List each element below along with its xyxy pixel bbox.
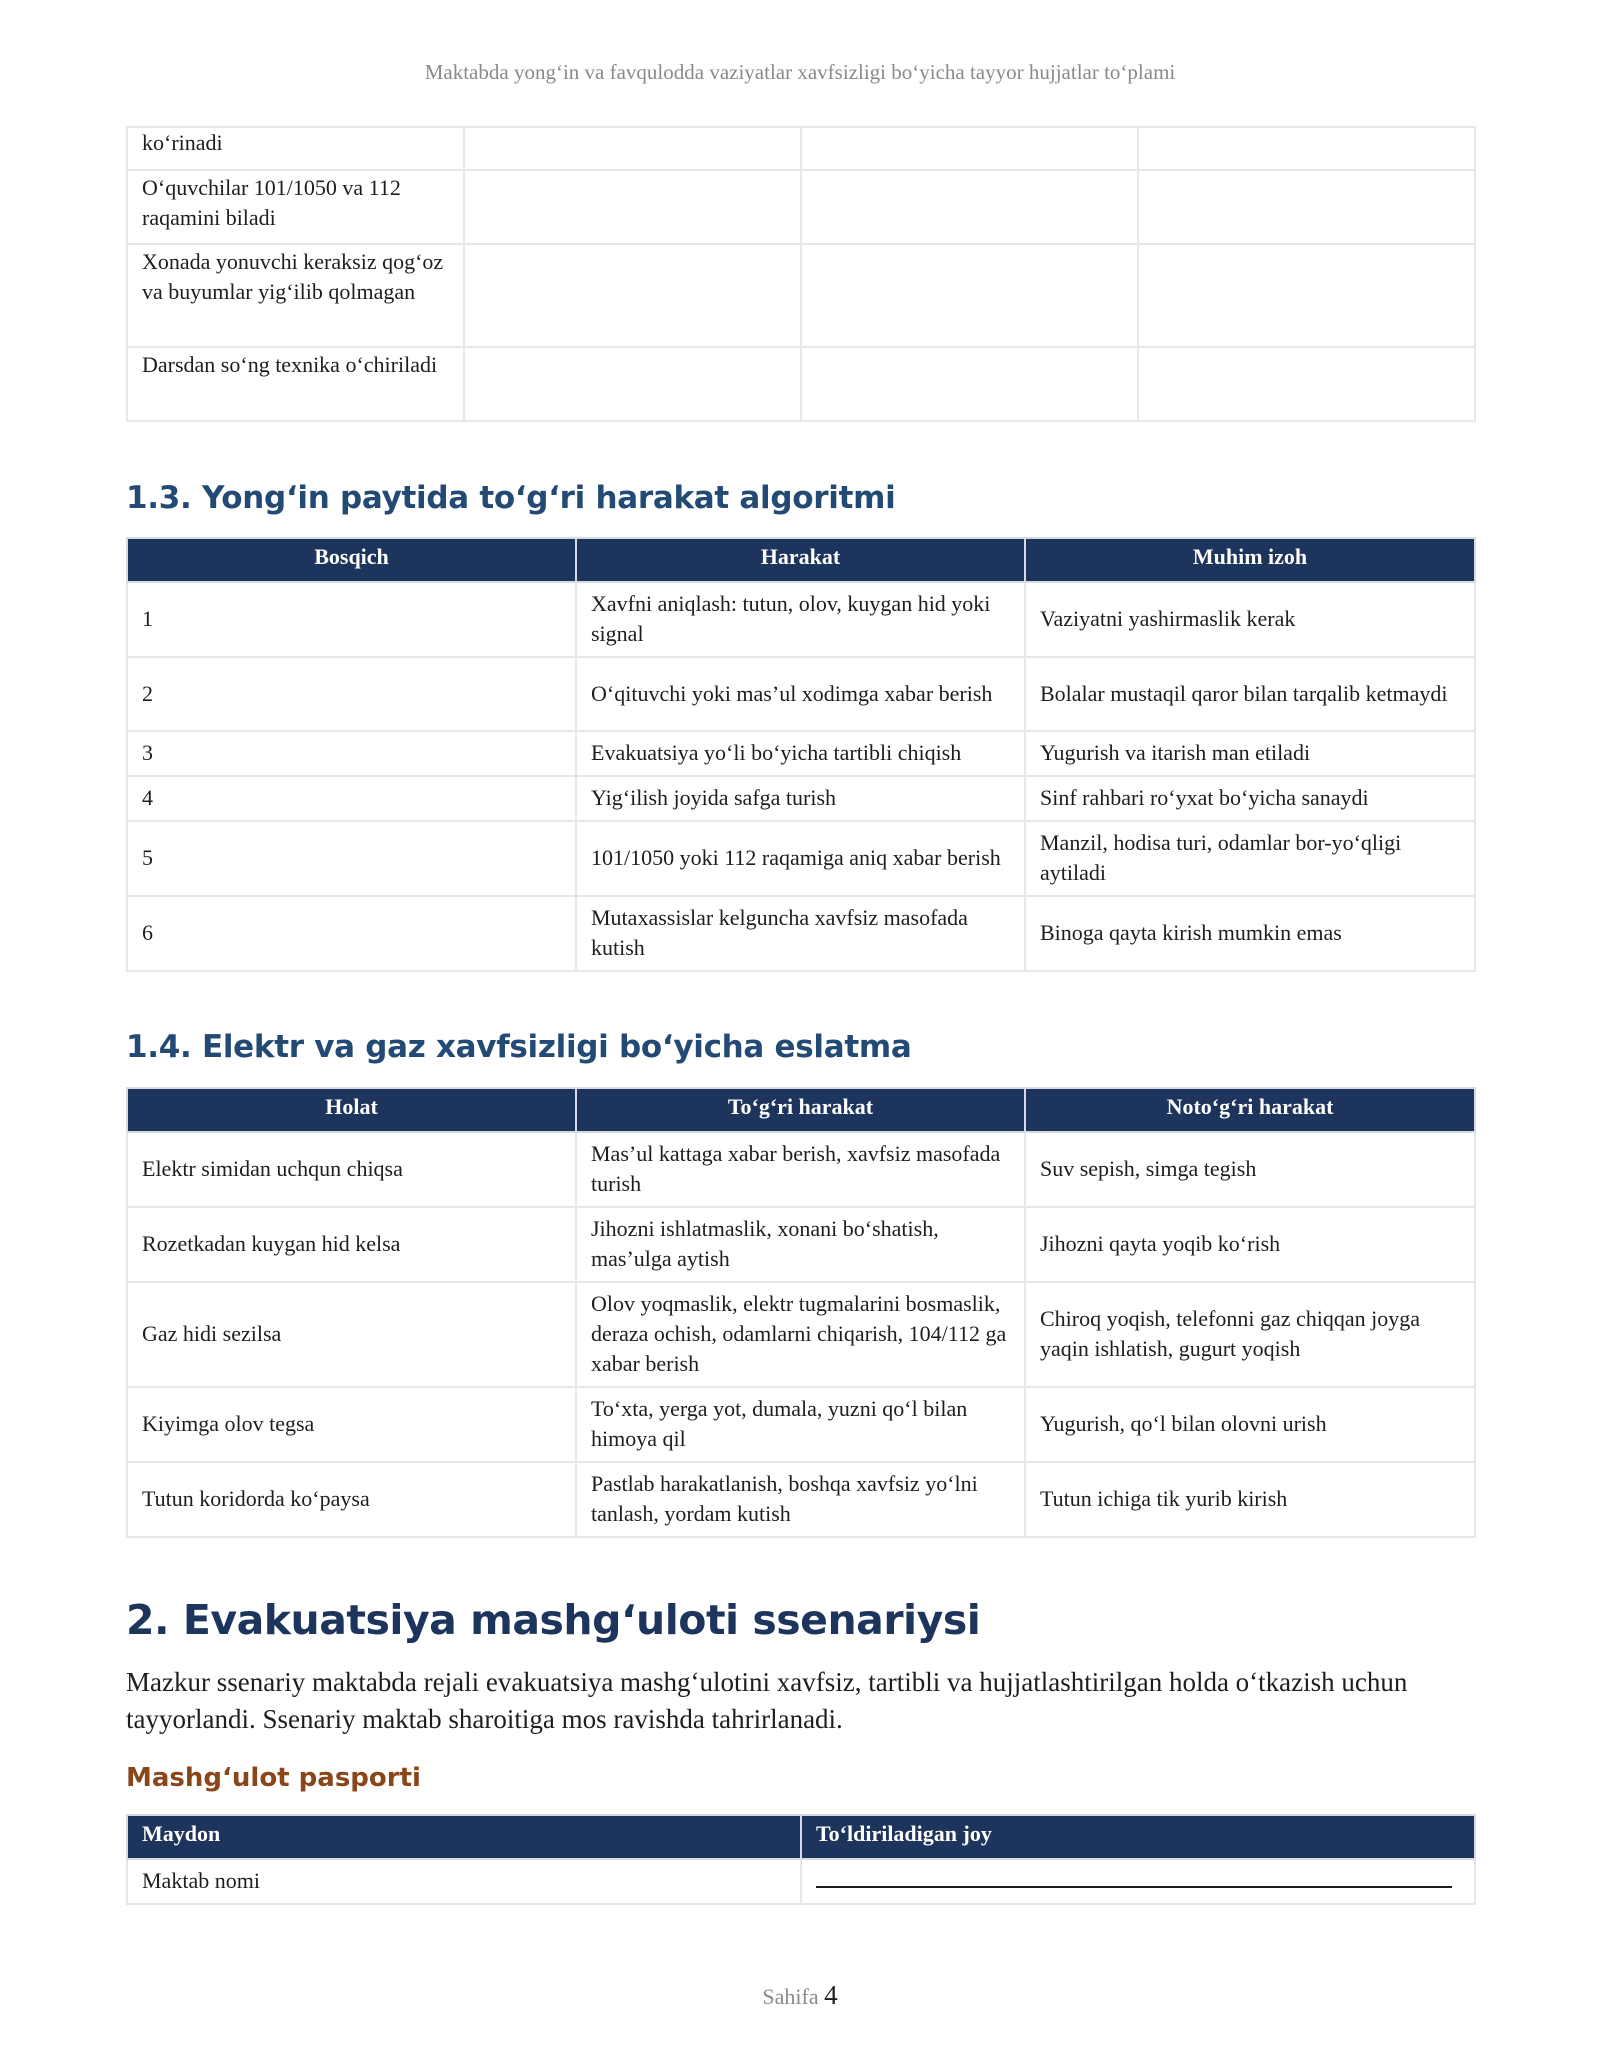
note-cell: Binoga qayta kirish mumkin emas (1025, 896, 1475, 971)
section-heading-2: 2. Evakuatsiya mashg‘uloti ssenariysi (126, 1596, 981, 1644)
checklist-table (126, 126, 1476, 422)
table-row (127, 776, 1475, 821)
table-row (127, 821, 1475, 896)
table-header-row (127, 1088, 1475, 1132)
empty-cell (801, 244, 1138, 347)
column-header: Maydon (127, 1815, 801, 1859)
step-cell: 4 (127, 776, 576, 821)
action-cell: O‘qituvchi yoki mas’ul xodimga xabar berish (576, 657, 1025, 731)
step-cell: 2 (127, 657, 576, 731)
page-label: Sahifa (762, 1984, 819, 2009)
column-header: Holat (127, 1088, 576, 1132)
empty-cell (1138, 170, 1475, 244)
action-cell: Yig‘ilish joyida safga turish (576, 776, 1025, 821)
correct-action-cell: Mas’ul kattaga xabar berish, xavfsiz masofada turish (576, 1132, 1025, 1207)
wrong-action-cell: Chiroq yoqish, telefonni gaz chiqqan joyga yaqin ishlatish, gugurt yoqish (1025, 1282, 1475, 1387)
table-row (127, 582, 1475, 657)
table-row (127, 896, 1475, 971)
note-cell: Sinf rahbari ro‘yxat bo‘yicha sanaydi (1025, 776, 1475, 821)
wrong-action-cell: Tutun ichiga tik yurib kirish (1025, 1462, 1475, 1537)
table-row (127, 170, 1475, 244)
page-footer (0, 1980, 1600, 2011)
table-row (127, 731, 1475, 776)
table-row (127, 127, 1475, 170)
correct-action-cell: Olov yoqmaslik, elektr tugmalarini bosmaslik, deraza ochish, odamlarni chiqarish, 104/112 ga xabar berish (576, 1282, 1025, 1387)
empty-cell (1138, 347, 1475, 421)
running-header: Maktabda yong‘in va favqulodda vaziyatlar xavfsizligi bo‘yicha tayyor hujjatlar to‘plami (424, 60, 1176, 84)
step-cell: 5 (127, 821, 576, 896)
empty-cell (1138, 127, 1475, 170)
table-header-row (127, 538, 1475, 582)
fill-in-line[interactable] (816, 1869, 1452, 1888)
situation-cell: Rozetkadan kuygan hid kelsa (127, 1207, 576, 1282)
page-content (126, 126, 1474, 1905)
column-header: To‘ldiriladigan joy (801, 1815, 1475, 1859)
correct-action-cell: Jihozni ishlatmaslik, xonani bo‘shatish, mas’ulga aytish (576, 1207, 1025, 1282)
step-cell: 3 (127, 731, 576, 776)
field-label-cell: Maktab nomi (127, 1859, 801, 1904)
correct-action-cell: To‘xta, yerga yot, dumala, yuzni qo‘l bilan himoya qil (576, 1387, 1025, 1462)
table-row (127, 1132, 1475, 1207)
table-row (127, 347, 1475, 421)
table-row (127, 1282, 1475, 1387)
wrong-action-cell: Yugurish, qo‘l bilan olovni urish (1025, 1387, 1475, 1462)
empty-cell (464, 244, 801, 347)
page-number: 4 (824, 1980, 838, 2010)
action-cell: 101/1050 yoki 112 raqamiga aniq xabar berish (576, 821, 1025, 896)
correct-action-cell: Pastlab harakatlanish, boshqa xavfsiz yo‘lni tanlash, yordam kutish (576, 1462, 1025, 1537)
action-cell: Evakuatsiya yo‘li bo‘yicha tartibli chiqish (576, 731, 1025, 776)
step-cell: 6 (127, 896, 576, 971)
table-row (127, 1387, 1475, 1462)
table-row (127, 1859, 1475, 1904)
action-cell: Mutaxassislar kelguncha xavfsiz masofada kutish (576, 896, 1025, 971)
empty-cell (801, 127, 1138, 170)
wrong-action-cell: Suv sepish, simga tegish (1025, 1132, 1475, 1207)
table-cell: Darsdan so‘ng texnika o‘chiriladi (127, 347, 464, 421)
column-header: Muhim izoh (1025, 538, 1475, 582)
table-cell: ko‘rinadi (127, 127, 464, 170)
table-row (127, 1462, 1475, 1537)
note-cell: Yugurish va itarish man etiladi (1025, 731, 1475, 776)
table-header-row (127, 1815, 1475, 1859)
passport-heading: Mashg‘ulot pasporti (126, 1763, 421, 1793)
table-row (127, 244, 1475, 347)
action-cell: Xavfni aniqlash: tutun, olov, kuygan hid yoki signal (576, 582, 1025, 657)
passport-table (126, 1814, 1476, 1905)
empty-cell (464, 170, 801, 244)
table-row (127, 657, 1475, 731)
situation-cell: Tutun koridorda ko‘paysa (127, 1462, 576, 1537)
empty-cell (801, 347, 1138, 421)
column-header: To‘g‘ri harakat (576, 1088, 1025, 1132)
situation-cell: Gaz hidi sezilsa (127, 1282, 576, 1387)
empty-cell (464, 347, 801, 421)
empty-cell (464, 127, 801, 170)
situation-cell: Elektr simidan uchqun chiqsa (127, 1132, 576, 1207)
note-cell: Vaziyatni yashirmaslik kerak (1025, 582, 1475, 657)
note-cell: Bolalar mustaqil qaror bilan tarqalib ketmaydi (1025, 657, 1475, 731)
wrong-action-cell: Jihozni qayta yoqib ko‘rish (1025, 1207, 1475, 1282)
situation-cell: Kiyimga olov tegsa (127, 1387, 576, 1462)
fill-in-cell[interactable] (801, 1859, 1475, 1904)
table-cell: O‘quvchilar 101/1050 va 112 raqamini biladi (127, 170, 464, 244)
empty-cell (801, 170, 1138, 244)
column-header: Noto‘g‘ri harakat (1025, 1088, 1475, 1132)
note-cell: Manzil, hodisa turi, odamlar bor-yo‘qligi aytiladi (1025, 821, 1475, 896)
table-cell: Xonada yonuvchi keraksiz qog‘oz va buyumlar yig‘ilib qolmagan (127, 244, 464, 347)
electric-gas-table (126, 1087, 1476, 1538)
column-header: Bosqich (127, 538, 576, 582)
column-header: Harakat (576, 538, 1025, 582)
step-cell: 1 (127, 582, 576, 657)
table-row (127, 1207, 1475, 1282)
empty-cell (1138, 244, 1475, 347)
intro-paragraph: Mazkur ssenariy maktabda rejali evakuatsiya mashg‘ulotini xavfsiz, tartibli va hujjatlashtirilgan holda o‘tkazish uchun tayyorlandi. Ssenariy maktab sharoitiga mos ravishda tahrirlanadi. (126, 1667, 1408, 1734)
section-heading-1-4: 1.4. Elektr va gaz xavfsizligi bo‘yicha eslatma (126, 1029, 912, 1065)
section-heading-1-3: 1.3. Yong‘in paytida to‘g‘ri harakat algoritmi (126, 480, 896, 516)
fire-algorithm-table (126, 537, 1476, 972)
